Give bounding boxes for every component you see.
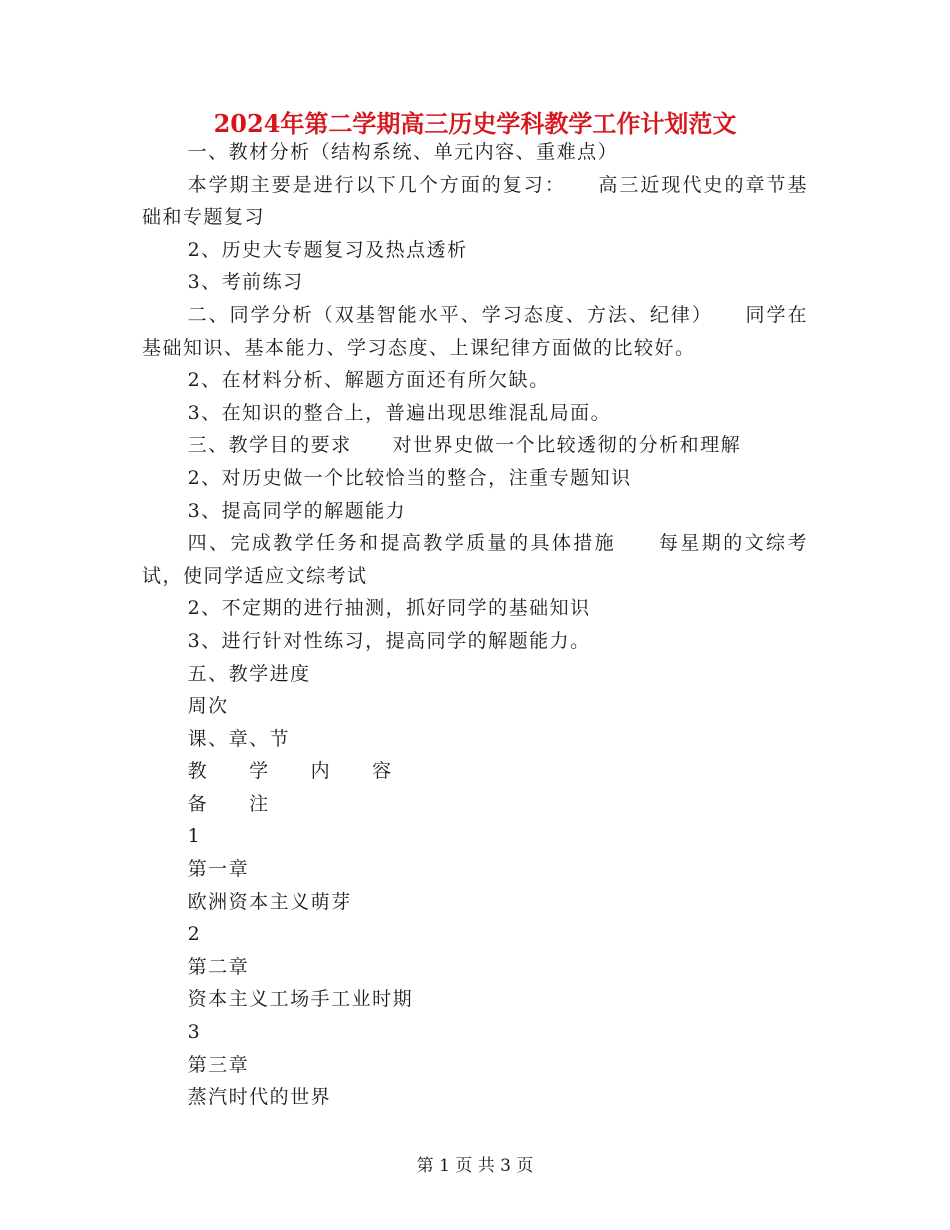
paragraph: 资本主义工场手工业时期 <box>187 988 414 1011</box>
paragraph: 2、历史大专题复习及热点透析 <box>187 238 468 261</box>
paragraph: 一、教材分析（结构系统、单元内容、重难点） <box>187 141 619 163</box>
paragraph: 蒸汽时代的世界 <box>187 1086 332 1109</box>
paragraph: 3、提高同学的解题能力 <box>187 499 407 522</box>
paragraph: 本学期主要是进行以下几个方面的复习： 高三近现代史的章节基础和专题复习 <box>142 173 808 229</box>
paragraph: 2、对历史做一个比较恰当的整合，注重专题知识 <box>187 466 632 489</box>
paragraph: 五、教学进度 <box>187 662 311 685</box>
paragraph: 3、进行针对性练习，提高同学的解题能力。 <box>187 629 591 652</box>
paragraph: 欧洲资本主义萌芽 <box>187 890 352 913</box>
paragraph: 2、不定期的进行抽测，抓好同学的基础知识 <box>187 597 591 620</box>
paragraph: 1 <box>187 825 202 848</box>
paragraph: 2 <box>187 923 202 946</box>
paragraph: 课、章、节 <box>187 727 291 750</box>
paragraph: 四、完成教学任务和提高教学质量的具体措施 每星期的文综考试，使同学适应文综考试 <box>142 532 808 587</box>
document-title: 2024年第二学期高三历史学科教学工作计划范文 <box>213 109 737 138</box>
paragraph: 第一章 <box>187 858 250 881</box>
paragraph: 3、考前练习 <box>187 271 304 294</box>
paragraph: 3 <box>187 1021 202 1044</box>
paragraph: 备 注 <box>187 792 270 815</box>
paragraph: 第三章 <box>187 1053 250 1076</box>
paragraph: 3、在知识的整合上，普遍出现思维混乱局面。 <box>187 401 612 424</box>
paragraph: 教 学 内 容 <box>187 760 393 783</box>
document-body <box>142 136 808 1114</box>
paragraph: 二、同学分析（双基智能水平、学习态度、方法、纪律） 同学在基础知识、基本能力、学习态度、上课纪律方面做的比较好。 <box>142 303 808 359</box>
paragraph: 三、教学目的要求 对世界史做一个比较透彻的分析和理解 <box>187 434 742 457</box>
page-footer: 第 1 页 共 3 页 <box>416 1156 534 1176</box>
paragraph: 2、在材料分析、解题方面还有所欠缺。 <box>187 369 550 392</box>
paragraph: 周次 <box>187 695 229 718</box>
paragraph: 第二章 <box>187 955 250 978</box>
